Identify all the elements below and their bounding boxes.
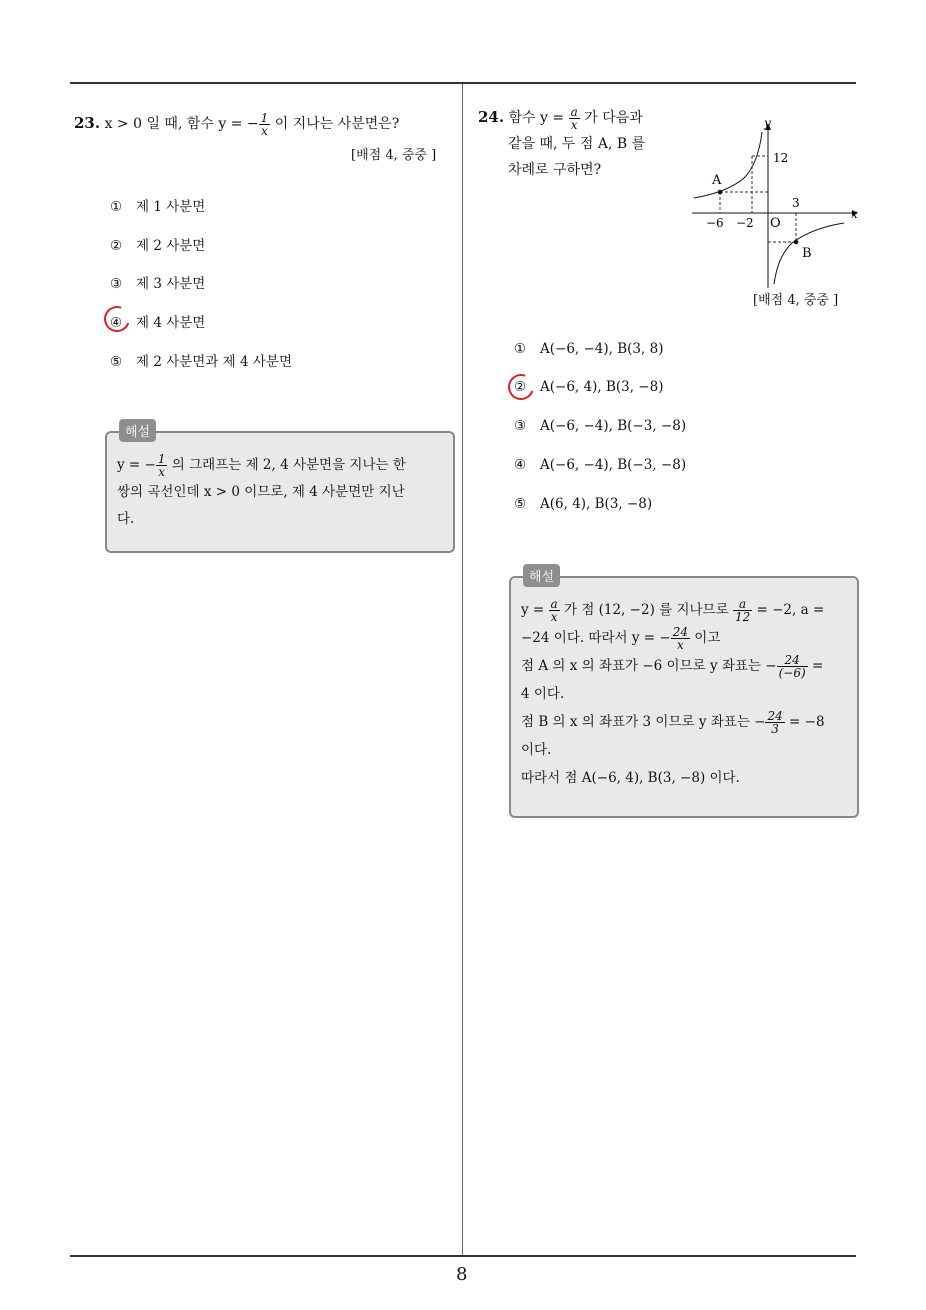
frac-den: x <box>550 610 558 624</box>
q23-choice-1[interactable] <box>110 195 205 215</box>
q23-frac-num: 1 <box>260 110 269 125</box>
q23-choice-3[interactable] <box>110 272 205 292</box>
point-a-label: A <box>712 173 722 188</box>
q24-choice-2[interactable] <box>514 379 663 395</box>
q24-score: [배점 4, 중중 ] <box>753 293 839 308</box>
choice-number: ② <box>110 238 123 254</box>
q23-explain-line-2: 쌍의 곡선인데 x > 0 이므로, 제 4 사분면만 지난 <box>117 484 405 500</box>
q24-graph <box>688 112 864 292</box>
q23-choice-5[interactable] <box>110 350 292 370</box>
x-axis-label: x <box>851 207 858 221</box>
choice-text: A(−6, −4), B(−3, −8) <box>540 418 687 434</box>
explain-text: 점 B 의 x 의 좌표가 3 이므로 y 좌표는 − <box>521 714 766 730</box>
q23-text-a: x > 0 일 때, 함수 y = − <box>104 116 259 132</box>
explain-fraction <box>733 598 752 623</box>
explain-fraction <box>765 710 784 735</box>
origin-label: O <box>770 216 781 231</box>
q24-explain-line-5 <box>521 708 849 736</box>
frac-den: 12 <box>734 610 751 624</box>
tick-label-neg6: −6 <box>706 216 724 230</box>
q23-answer-mark <box>100 302 135 337</box>
frac-num: 24 <box>767 709 783 723</box>
q23-fraction <box>259 112 271 137</box>
frac-den: x <box>676 638 684 652</box>
explain-text: = −2, a = <box>756 602 825 618</box>
tick-label-neg2: −2 <box>736 216 754 230</box>
bottom-rule <box>70 1255 856 1257</box>
page-number: 8 <box>456 1264 468 1285</box>
explain-text: −24 이다. 따라서 y = − <box>521 630 671 646</box>
tick-label-12: 12 <box>773 151 789 165</box>
point-b-label: B <box>802 246 812 261</box>
q24-explain-line-4: 4 이다. <box>521 686 565 702</box>
frac-num: 1 <box>157 452 166 466</box>
q24-stem <box>478 104 678 183</box>
q24-text: 함수 y = <box>508 110 565 126</box>
q23-frac-den: x <box>261 123 268 138</box>
q24-choice-5[interactable] <box>514 496 652 512</box>
frac-den: x <box>570 117 578 132</box>
explain-fraction <box>549 598 560 623</box>
frac-num: 24 <box>777 654 808 667</box>
q24-line-2: 같을 때, 두 점 A, B 를 <box>508 136 646 152</box>
q24-explain-line-6: 이다. <box>521 742 552 758</box>
choice-number: ③ <box>110 276 123 292</box>
q24-choice-1[interactable] <box>514 341 663 357</box>
choice-number: ④ <box>514 457 527 473</box>
frac-num: a <box>570 104 578 119</box>
q24-line-3: 차례로 구하면? <box>508 162 602 178</box>
explain-text: y = <box>521 602 545 618</box>
q23-number: 23. <box>74 114 101 132</box>
q23-explain-line-1 <box>117 452 449 479</box>
q23-text-b: 이 지나는 사분면은? <box>274 116 400 132</box>
choice-text: A(−6, 4), B(3, −8) <box>540 379 664 395</box>
q24-fraction <box>569 106 580 131</box>
choice-text: 제 4 사분면 <box>136 315 206 331</box>
explain-text: 점 A 의 x 의 좌표가 −6 이므로 y 좌표는 − <box>521 658 777 674</box>
q23-explain-line-3: 다. <box>117 511 135 527</box>
explain-fraction <box>777 654 808 679</box>
choice-text: 제 2 사분면 <box>136 238 206 254</box>
explain-text: = <box>811 658 824 674</box>
q23-score: [배점 4, 중중 ] <box>351 148 437 163</box>
q24-explain-line-2 <box>521 624 849 652</box>
explain-text: 이고 <box>694 630 721 646</box>
tick-label-3: 3 <box>792 196 800 210</box>
choice-number: ⑤ <box>514 496 527 512</box>
explain-text: 가 점 (12, −2) 를 지나므로 <box>563 602 729 618</box>
q23-explanation-body <box>117 452 449 533</box>
q24-explanation-tag: 해설 <box>523 564 560 587</box>
q23-explain-text: 의 그래프는 제 2, 4 사분면을 지나는 한 <box>171 457 406 473</box>
frac-den: x <box>158 465 166 479</box>
explain-fraction <box>671 626 690 651</box>
column-divider <box>462 84 463 1256</box>
choice-number: ⑤ <box>110 354 123 370</box>
choice-number: ② <box>514 379 527 395</box>
frac-num: 24 <box>672 625 688 639</box>
choice-number: ① <box>110 199 123 215</box>
q24-number: 24. <box>478 108 505 126</box>
frac-den: 3 <box>771 722 779 736</box>
q24-choice-4[interactable] <box>514 457 686 473</box>
point-a-dot <box>718 190 723 195</box>
frac-num: a <box>550 597 558 611</box>
q24-choice-3[interactable] <box>514 418 686 434</box>
choice-text: A(−6, −4), B(−3, −8) <box>540 457 687 473</box>
choice-number: ③ <box>514 418 527 434</box>
q24-text: 가 다음과 <box>584 110 643 126</box>
q24-explain-line-1 <box>521 596 849 624</box>
choice-text: A(6, 4), B(3, −8) <box>540 496 653 512</box>
frac-den: (−6) <box>778 666 806 680</box>
point-b-dot <box>794 240 799 245</box>
y-axis-label: y <box>764 116 771 130</box>
top-rule <box>70 82 856 84</box>
q23-stem <box>74 110 399 137</box>
q24-explain-line-3 <box>521 652 849 680</box>
q24-answer-mark <box>504 370 539 405</box>
q23-explain-fraction <box>156 453 168 478</box>
choice-number: ④ <box>110 315 123 331</box>
choice-text: 제 3 사분면 <box>136 276 206 292</box>
q24-explanation-body <box>521 596 849 792</box>
q23-choice-2[interactable] <box>110 234 205 254</box>
q23-explain-text: y = − <box>117 457 156 473</box>
choice-text: 제 2 사분면과 제 4 사분면 <box>136 354 293 370</box>
frac-num: a <box>733 598 752 611</box>
q23-explanation-tag: 해설 <box>119 419 156 442</box>
choice-text: A(−6, −4), B(3, 8) <box>540 341 664 357</box>
choice-text: 제 1 사분면 <box>136 199 206 215</box>
q24-line-1 <box>478 104 678 131</box>
choice-number: ① <box>514 341 527 357</box>
explain-text: = −8 <box>789 714 825 730</box>
q24-explain-line-7: 따라서 점 A(−6, 4), B(3, −8) 이다. <box>521 770 740 786</box>
